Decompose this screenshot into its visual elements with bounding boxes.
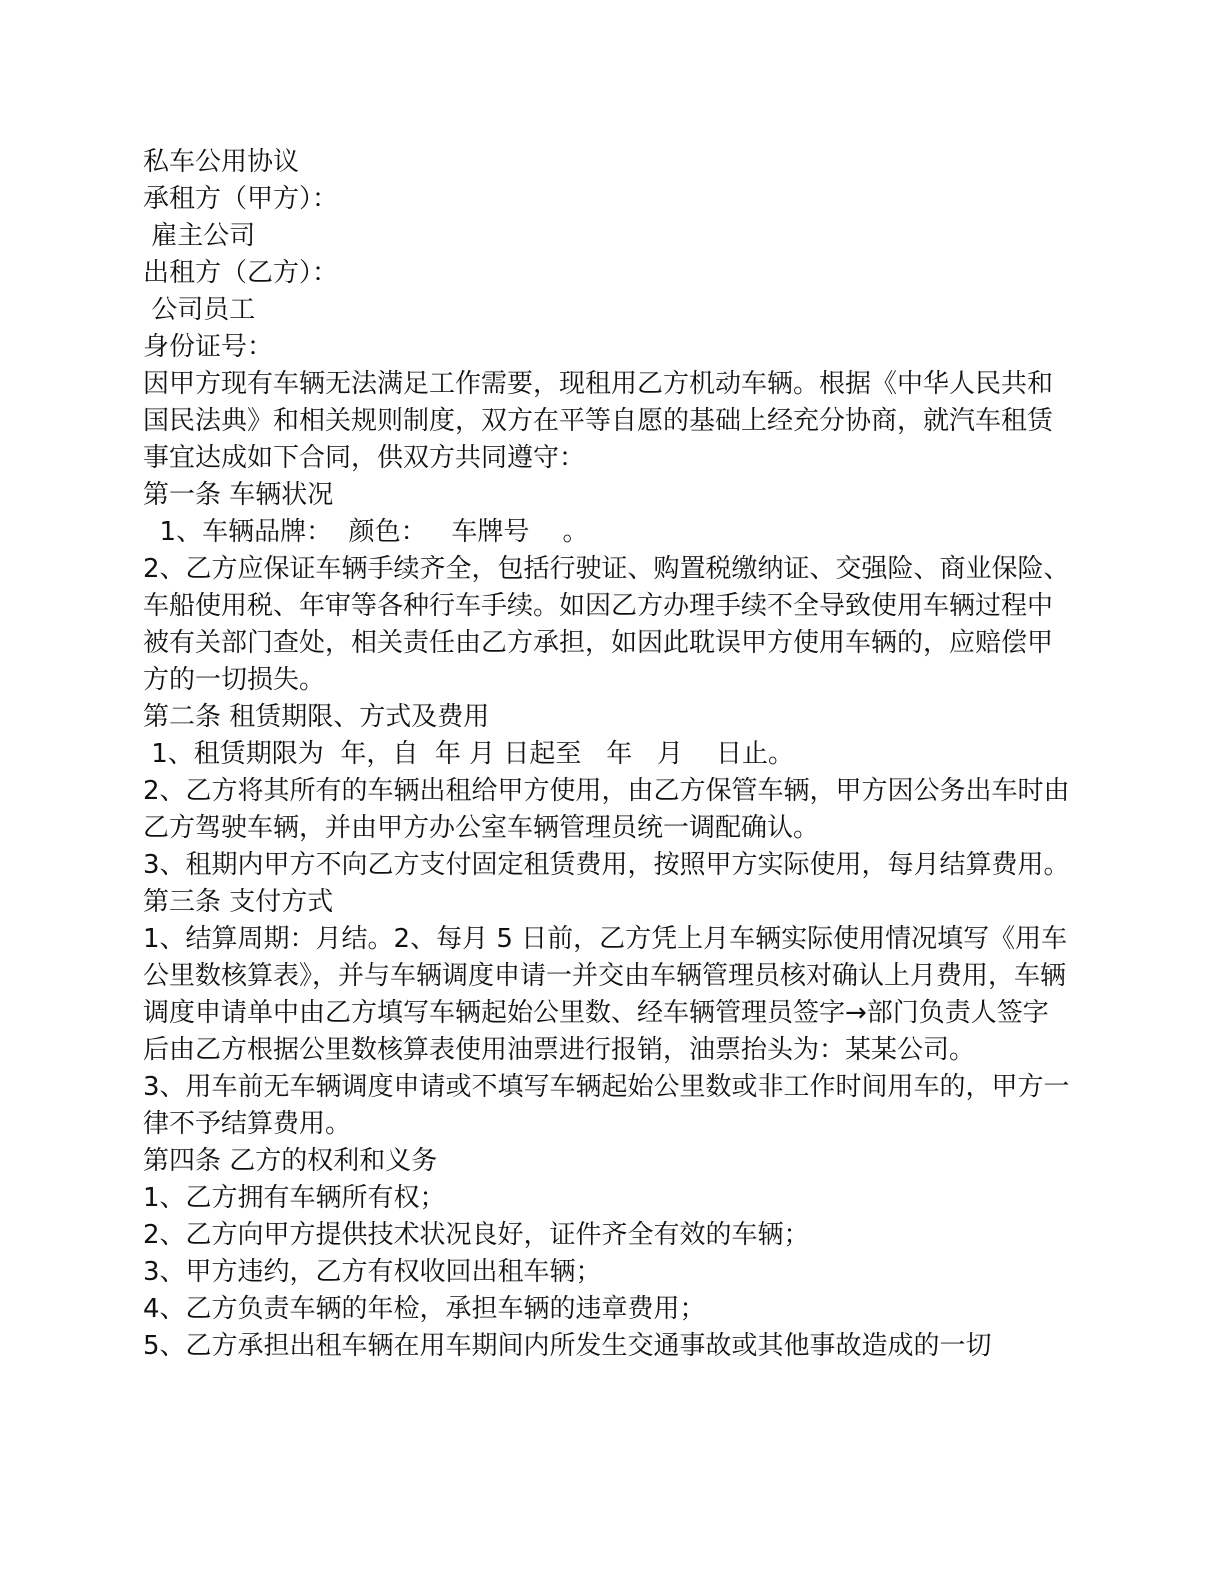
article-2-item-2: 2、乙方将其所有的车辆出租给甲方使用，由乙方保管车辆，甲方因公务出车时由乙方驾驶车辆，并由甲方办公室车辆管理员统一调配确认。 — [143, 776, 1070, 843]
article-4-item-2: 2、乙方向甲方提供技术状况良好，证件齐全有效的车辆； — [143, 1220, 810, 1250]
article-1-item-2: 2、乙方应保证车辆手续齐全，包括行驶证、购置税缴纳证、交强险、商业保险、车船使用税、年审等各种行车手续。如因乙方办理手续不全导致使用车辆过程中被有关部门查处，相关责任由乙方承担，如因此耽误甲方使用车辆的，应赔偿甲方的一切损失。 — [143, 554, 1070, 695]
article-3-item-3: 3、用车前无车辆调度申请或不填写车辆起始公里数或非工作时间用车的，甲方一律不予结算费用。 — [143, 1072, 1070, 1139]
party-b-label: 出租方（乙方）： — [143, 258, 339, 288]
article-4-item-3: 3、甲方违约，乙方有权收回出租车辆； — [143, 1257, 602, 1287]
document-page — [143, 144, 1073, 1365]
document-title: 私车公用协议 — [143, 147, 300, 177]
article-2-heading: 第二条 租赁期限、方式及费用 — [143, 702, 490, 732]
article-1-item-1: 1、车辆品牌： 颜色： 车牌号 。 — [143, 517, 589, 547]
preamble-paragraph: 因甲方现有车辆无法满足工作需要，现租用乙方机动车辆。根据《中华人民共和国民法典》和相关规则制度，双方在平等自愿的基础上经充分协商，就汽车租赁事宜达成如下合同，供双方共同遵守： — [143, 369, 1054, 473]
article-2-item-3: 3、租期内甲方不向乙方支付固定租赁费用，按照甲方实际使用，每月结算费用。 — [143, 850, 1070, 880]
article-4-item-1: 1、乙方拥有车辆所有权； — [143, 1183, 446, 1213]
party-a-name: 雇主公司 — [143, 221, 256, 251]
party-b-name: 公司员工 — [143, 295, 256, 325]
party-a-label: 承租方（甲方）： — [143, 184, 339, 214]
article-1-heading: 第一条 车辆状况 — [143, 480, 334, 510]
article-3-item-1: 1、结算周期：月结。2、每月 5 日前，乙方凭上月车辆实际使用情况填写《用车公里数核算表》，并与车辆调度申请一并交由车辆管理员核对确认上月费用，车辆调度申请单中由乙方填写车辆起始公里数、经车辆管理员签字→部门负责人签字后由乙方根据公里数核算表使用油票进行报销，油票抬头为：某某公司。 — [143, 924, 1068, 1065]
article-2-item-1: 1、租赁期限为 年，自 年 月 日起至 年 月 日止。 — [143, 739, 795, 769]
id-number-label: 身份证号： — [143, 332, 274, 362]
article-3-heading: 第三条 支付方式 — [143, 887, 334, 917]
article-4-heading: 第四条 乙方的权利和义务 — [143, 1146, 438, 1176]
article-4-item-4: 4、乙方负责车辆的年检，承担车辆的违章费用； — [143, 1294, 706, 1324]
article-4-item-5: 5、乙方承担出租车辆在用车期间内所发生交通事故或其他事故造成的一切 — [143, 1331, 992, 1361]
